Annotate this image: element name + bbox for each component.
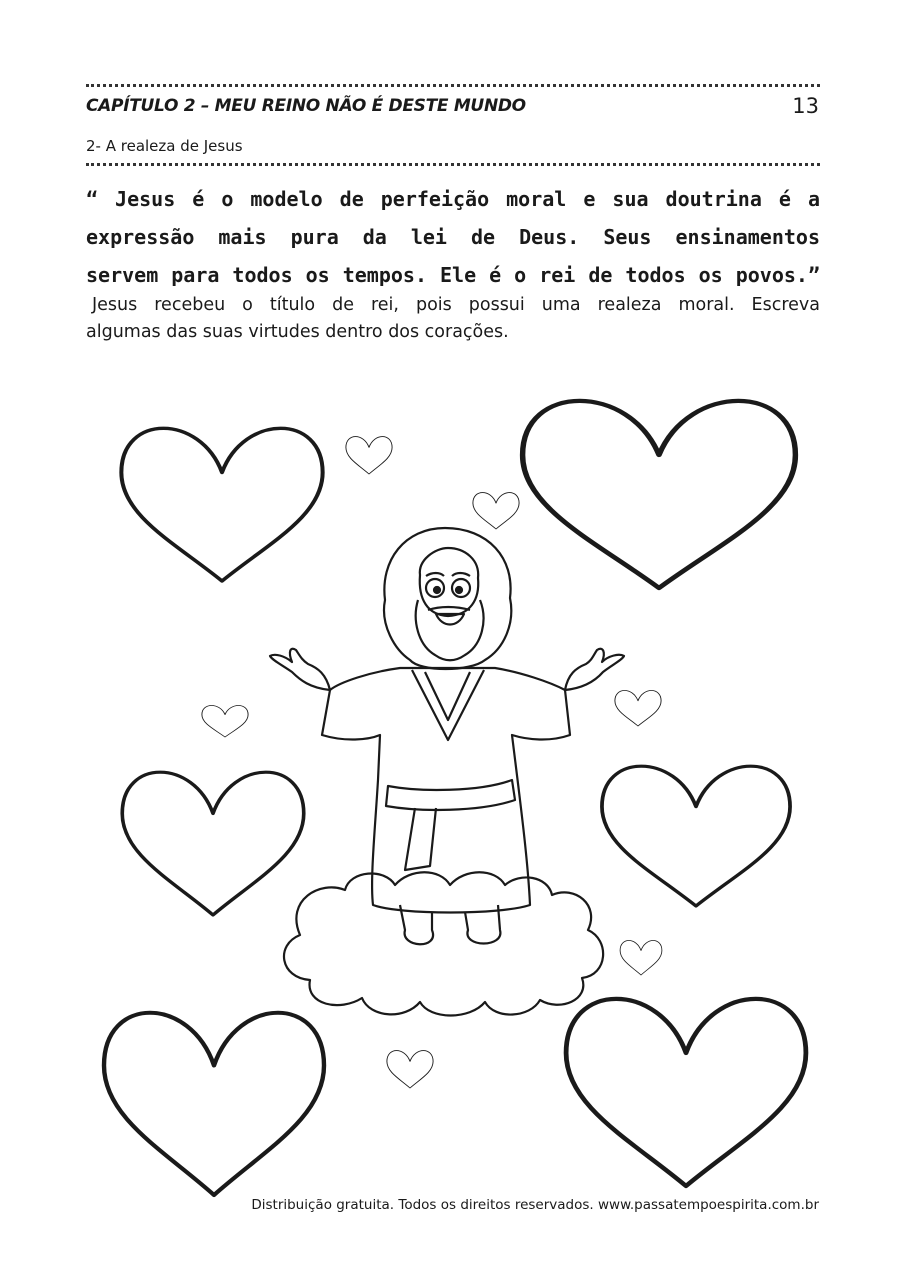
footer-credit: Distribuição gratuita. Todos os direitos reservados. www.passatempoespirita.com.br bbox=[251, 1197, 819, 1213]
quote-line: “ Jesus é o modelo de perfeição moral e sua doutrina é a bbox=[86, 187, 820, 211]
instruction-line: Jesus recebeu o título de rei, pois possui uma realeza moral. Escreva bbox=[92, 295, 820, 315]
large-heart bbox=[104, 1013, 324, 1195]
small-heart bbox=[346, 437, 392, 474]
small-heart bbox=[387, 1051, 433, 1088]
instruction-line: algumas das suas virtudes dentro dos corações. bbox=[86, 322, 509, 342]
small-heart bbox=[620, 941, 662, 975]
quote-line: servem para todos os tempos. Ele é o rei de todos os povos.” bbox=[86, 263, 820, 287]
small-heart bbox=[202, 705, 248, 737]
page-number: 13 bbox=[792, 94, 819, 118]
quote-line: expressão mais pura da lei de Deus. Seus ensinamentos bbox=[86, 225, 820, 249]
cloud bbox=[284, 872, 603, 1015]
chapter-title: CAPÍTULO 2 – MEU REINO NÃO É DESTE MUNDO bbox=[86, 96, 526, 116]
large-heart bbox=[566, 999, 806, 1186]
small-heart bbox=[615, 691, 661, 726]
large-heart bbox=[523, 401, 796, 588]
small-heart bbox=[473, 493, 519, 529]
large-heart bbox=[602, 766, 790, 906]
section-title: 2- A realeza de Jesus bbox=[86, 137, 243, 155]
large-heart bbox=[122, 772, 304, 915]
large-heart bbox=[121, 428, 322, 581]
